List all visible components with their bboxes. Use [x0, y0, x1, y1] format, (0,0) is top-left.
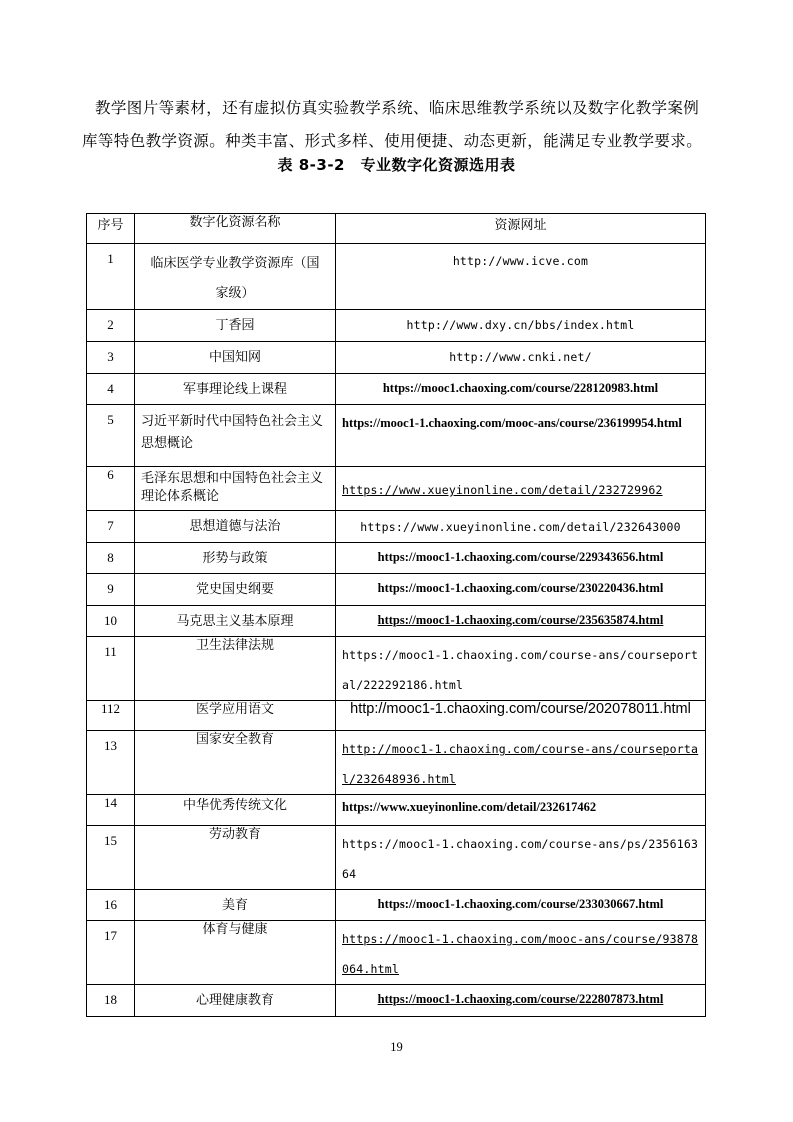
table-row: [87, 511, 706, 543]
resource-name: 劳动教育: [135, 826, 336, 890]
table-row: [87, 826, 706, 890]
resource-link[interactable]: https://www.xueyinonline.com/detail/232643000: [336, 511, 706, 543]
table-row: [87, 405, 706, 467]
header-resource-name: 数字化资源名称: [135, 214, 336, 244]
resource-link[interactable]: https://mooc1-1.chaoxing.com/course-ans/ps/235616364: [336, 826, 706, 890]
table-row: [87, 310, 706, 342]
resource-name: 军事理论线上课程: [135, 374, 336, 405]
table-row: [87, 701, 706, 731]
resource-link[interactable]: https://mooc1-1.chaoxing.com/mooc-ans/course/93878064.html: [336, 921, 706, 985]
resource-link[interactable]: https://mooc1-1.chaoxing.com/course/229343656.html: [336, 543, 706, 574]
resource-link[interactable]: https://mooc1.chaoxing.com/course/228120983.html: [336, 374, 706, 405]
row-number: 16: [87, 890, 135, 921]
table-header-row: [87, 214, 706, 244]
row-number: 1: [87, 244, 135, 310]
table-row: [87, 921, 706, 985]
row-number: 3: [87, 342, 135, 374]
row-number: 2: [87, 310, 135, 342]
resource-link[interactable]: https://mooc1-1.chaoxing.com/course/235635874.html: [336, 606, 706, 637]
row-number: 14: [87, 795, 135, 826]
resource-name: 马克思主义基本原理: [135, 606, 336, 637]
row-number: 5: [87, 405, 135, 467]
table-row: [87, 574, 706, 606]
row-number: 17: [87, 921, 135, 985]
table-row: [87, 890, 706, 921]
page-number: 19: [390, 1040, 403, 1054]
table-row: [87, 985, 706, 1017]
resource-name: 中华优秀传统文化: [135, 795, 336, 826]
table-row: [87, 374, 706, 405]
header-resource-url: 资源网址: [336, 214, 706, 244]
resource-link[interactable]: https://mooc1-1.chaoxing.com/course/230220436.html: [336, 574, 706, 606]
resource-link[interactable]: http://www.cnki.net/: [336, 342, 706, 374]
resource-name: 习近平新时代中国特色社会主义思想概论: [135, 405, 336, 467]
resource-name: 形势与政策: [135, 543, 336, 574]
resource-link[interactable]: https://www.xueyinonline.com/detail/232729962: [336, 467, 706, 511]
resource-link[interactable]: https://mooc1-1.chaoxing.com/mooc-ans/course/236199954.html: [336, 405, 706, 467]
row-number: 11: [87, 637, 135, 701]
row-number: 7: [87, 511, 135, 543]
row-number: 10: [87, 606, 135, 637]
table-row: [87, 795, 706, 826]
table-row: [87, 543, 706, 574]
resource-link[interactable]: http://www.dxy.cn/bbs/index.html: [336, 310, 706, 342]
resource-name: 卫生法律法规: [135, 637, 336, 701]
table-row: [87, 244, 706, 310]
row-number: 4: [87, 374, 135, 405]
row-number: 9: [87, 574, 135, 606]
resource-name: 丁香园: [135, 310, 336, 342]
resource-link[interactable]: https://mooc1-1.chaoxing.com/course/222807873.html: [336, 985, 706, 1017]
row-number: 112: [87, 701, 135, 731]
resource-link[interactable]: http://www.icve.com: [336, 244, 706, 310]
resource-link[interactable]: http://mooc1-1.chaoxing.com/course/202078011.html: [336, 701, 706, 731]
row-number: 18: [87, 985, 135, 1017]
resource-link[interactable]: http://mooc1-1.chaoxing.com/course-ans/courseportal/232648936.html: [336, 731, 706, 795]
resource-name: 思想道德与法治: [135, 511, 336, 543]
resource-link[interactable]: https://www.xueyinonline.com/detail/232617462: [336, 795, 706, 826]
resource-name: 中国知网: [135, 342, 336, 374]
resource-link[interactable]: https://mooc1-1.chaoxing.com/course-ans/courseportal/222292186.html: [336, 637, 706, 701]
digital-resources-table: [86, 213, 706, 1017]
table-row: [87, 342, 706, 374]
table-row: [87, 467, 706, 511]
resource-name: 毛泽东思想和中国特色社会主义理论体系概论: [135, 467, 336, 511]
resource-name: 美育: [135, 890, 336, 921]
intro-line-1: 教学图片等素材，还有虚拟仿真实验教学系统、临床思维教学系统以及数字化教学案例: [95, 99, 700, 117]
row-number: 13: [87, 731, 135, 795]
header-number: 序号: [87, 214, 135, 244]
resource-name: 体育与健康: [135, 921, 336, 985]
resource-name: 临床医学专业教学资源库（国家级）: [135, 244, 336, 310]
intro-paragraph: [82, 92, 710, 158]
row-number: 6: [87, 467, 135, 511]
table-row: [87, 606, 706, 637]
intro-line-2: 库等特色教学资源。种类丰富、形式多样、使用便捷、动态更新，能满足专业教学要求。: [82, 132, 703, 150]
table-row: [87, 731, 706, 795]
table-row: [87, 637, 706, 701]
resource-name: 心理健康教育: [135, 985, 336, 1017]
table-caption: 表 8-3-2 专业数字化资源选用表: [277, 156, 516, 174]
row-number: 8: [87, 543, 135, 574]
resource-name: 医学应用语文: [135, 701, 336, 731]
resource-name: 党史国史纲要: [135, 574, 336, 606]
resource-name: 国家安全教育: [135, 731, 336, 795]
row-number: 15: [87, 826, 135, 890]
resource-link[interactable]: https://mooc1-1.chaoxing.com/course/233030667.html: [336, 890, 706, 921]
